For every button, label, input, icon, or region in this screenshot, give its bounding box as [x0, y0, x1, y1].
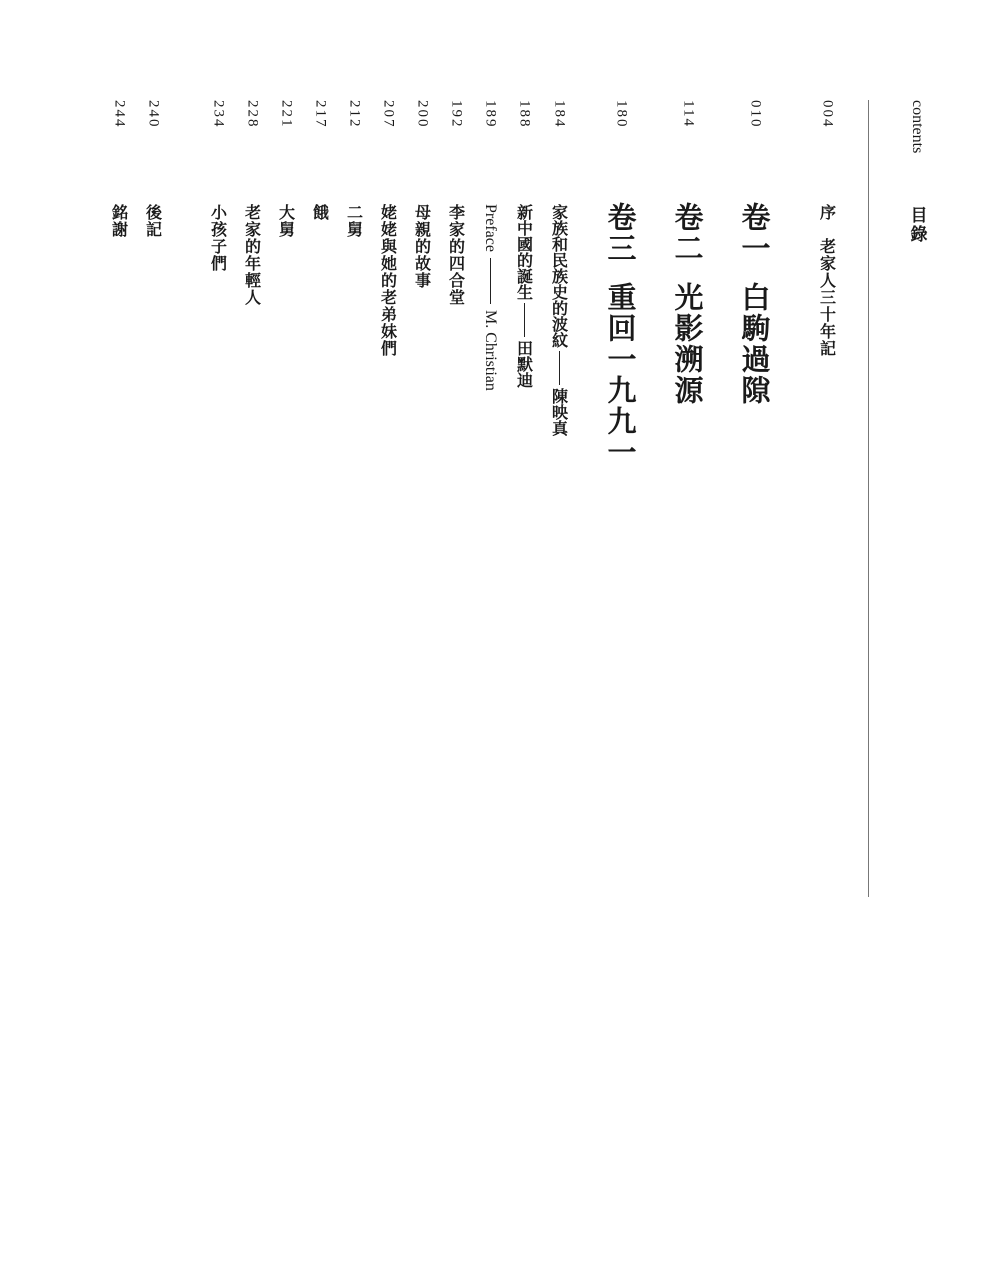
toc-entry: [104, 100, 134, 238]
toc-title: 目錄: [906, 206, 927, 244]
entry-author: 陳映真: [549, 388, 569, 436]
entry-author: 田默迪: [514, 340, 534, 388]
page-number: 114: [680, 100, 697, 128]
toc-entry: [271, 100, 301, 238]
entry-title: 家族和民族史的波紋: [549, 204, 569, 348]
page-number: 184: [551, 100, 568, 129]
header-divider: [868, 100, 869, 897]
page-number: 192: [448, 100, 465, 129]
toc-header: [902, 100, 932, 244]
author-separator: [559, 351, 560, 385]
part-title: 白駒過隙: [737, 282, 772, 406]
toc-part-entry: [737, 100, 772, 406]
toc-entry: [544, 100, 574, 436]
entry-title: 二舅: [344, 204, 364, 238]
entry-title: 大舅: [276, 204, 296, 238]
part-label: 卷一: [737, 202, 772, 264]
entry-title: 餓: [310, 204, 330, 221]
part-label: 卷二: [670, 202, 705, 264]
page-number: 004: [819, 100, 836, 129]
toc-entry: [475, 100, 505, 391]
toc-entry: [407, 100, 437, 289]
author-separator: [490, 258, 491, 304]
entry-title: 李家的四合堂: [446, 204, 466, 306]
entry-title: 序 老家人三十年記: [817, 204, 837, 357]
toc-part-entry: [670, 100, 705, 406]
entry-title: 老家的年輕人: [242, 204, 262, 306]
part-title: 光影溯源: [670, 282, 705, 406]
entry-title: 後記: [143, 204, 163, 238]
page-number: 200: [414, 100, 431, 129]
entry-title: 小孩子們: [208, 204, 228, 272]
page-number: 234: [210, 100, 227, 129]
part-label: 卷三: [603, 202, 638, 264]
page-number: 180: [613, 100, 630, 129]
toc-entry: [509, 100, 539, 388]
toc-entry: [373, 100, 403, 357]
toc-entry: [441, 100, 471, 306]
entry-title: Preface: [482, 204, 499, 252]
toc-part-entry: [603, 100, 638, 468]
toc-entry: [203, 100, 233, 272]
part-title: 重回一九九一: [603, 282, 638, 468]
toc-entry: [305, 100, 335, 221]
page-number: 212: [346, 100, 363, 129]
toc-entry: [237, 100, 267, 306]
entry-title: 姥姥與她的老弟妹們: [378, 204, 398, 357]
page-number: 189: [482, 100, 499, 129]
page-number: 217: [312, 100, 329, 129]
toc-entry: [138, 100, 168, 238]
page-number: 221: [278, 100, 295, 129]
page-number: 010: [747, 100, 764, 129]
toc-entry: [339, 100, 369, 238]
page-number: 207: [380, 100, 397, 129]
page-number: 228: [244, 100, 261, 129]
entry-title: 新中國的誕生: [514, 204, 534, 300]
page-number: 188: [516, 100, 533, 129]
entry-author: M. Christian: [482, 309, 499, 391]
page-number: 240: [145, 100, 162, 129]
contents-label: contents: [909, 100, 926, 154]
entry-title: 銘謝: [109, 204, 129, 238]
toc-entry: [812, 100, 842, 357]
author-separator: [524, 303, 525, 337]
entry-title: 母親的故事: [412, 204, 432, 289]
page-number: 244: [111, 100, 128, 129]
